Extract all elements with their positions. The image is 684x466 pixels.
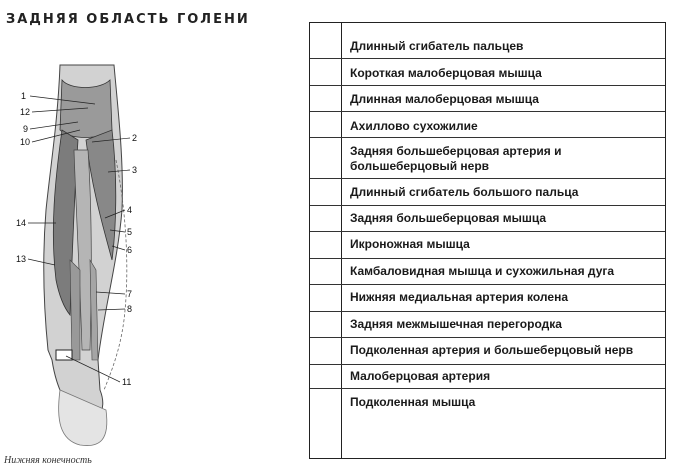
figure-label-4: 4 (127, 205, 133, 215)
table-row-text: Длинная малоберцовая мышца (350, 92, 539, 106)
row-divider (310, 388, 665, 389)
row-divider (310, 205, 665, 206)
page-title: ЗАДНЯЯ ОБЛАСТЬ ГОЛЕНИ (6, 12, 250, 27)
table-row-text: Икроножная мышца (350, 237, 470, 251)
table-row-text: Задняя большеберцовая артерия и большеберцовый нерв (350, 144, 562, 173)
figure-label-10: 10 (19, 137, 30, 147)
row-divider (310, 137, 665, 138)
popliteal-region (60, 80, 112, 138)
figure-label-14: 14 (15, 218, 26, 228)
table-row-text: Подколенная артерия и большеберцовый нерв (350, 343, 634, 357)
ankle-marker (56, 350, 72, 360)
table-row-text: Подколенная мышца (350, 395, 476, 409)
figure-caption: Нижняя конечность (4, 455, 92, 466)
table-row-text: Задняя большеберцовая мышца (350, 211, 547, 225)
figure-label-1: 1 (20, 91, 26, 101)
figure-label-11: 11 (122, 377, 132, 387)
row-divider (310, 111, 665, 112)
row-divider (310, 178, 665, 179)
figure-label-3: 3 (132, 165, 138, 175)
row-divider (310, 284, 665, 285)
leg-illustration (0, 60, 300, 466)
tendon-medial (70, 260, 80, 360)
figure-label-2: 2 (132, 133, 138, 143)
number-column[interactable] (310, 23, 342, 458)
row-divider (310, 311, 665, 312)
figure-label-13: 13 (15, 254, 26, 264)
figure-label-12: 12 (19, 107, 30, 117)
row-divider (310, 85, 665, 86)
figure-label-7: 7 (127, 289, 133, 299)
figure-label-8: 8 (127, 304, 133, 314)
table-row-text: Длинный сгибатель пальцев (350, 39, 524, 53)
leg-drawing (0, 60, 300, 466)
table-row-text: Малоберцовая артерия (350, 369, 491, 383)
table-row-text: Ахиллово сухожилие (350, 119, 478, 133)
figure-label-6: 6 (127, 245, 133, 255)
figure-label-9: 9 (22, 124, 28, 134)
table-row-text: Камбаловидная мышца и сухожильная дуга (350, 264, 615, 278)
table-row-text: Короткая малоберцовая мышца (350, 66, 542, 80)
row-divider (310, 364, 665, 365)
figure-label-5: 5 (127, 227, 133, 237)
row-divider (310, 258, 665, 259)
row-divider (310, 337, 665, 338)
table-row-text: Задняя межмышечная перегородка (350, 317, 562, 331)
table-row-text: Нижняя медиальная артерия колена (350, 290, 568, 304)
table-row-text: Длинный сгибатель большого пальца (350, 185, 579, 199)
row-divider (310, 58, 665, 59)
row-divider (310, 231, 665, 232)
legend-table (309, 22, 666, 459)
